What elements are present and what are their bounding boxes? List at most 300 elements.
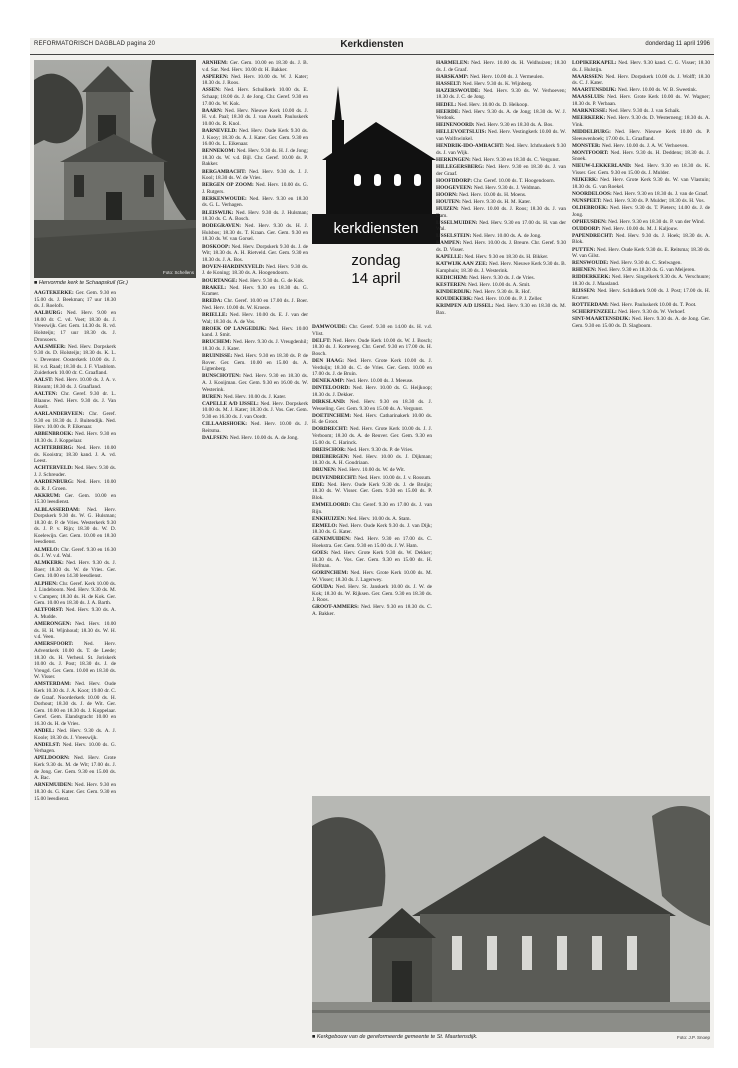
listing-text: Ned. Herv. 9.30 ds. T. Pieters; 14.00 ds. J. de Jong. [572,204,710,218]
listing-text: Ned. Herv. 10.00 ds. J. A. W. Verhoeven. [601,142,689,149]
listing-text: Ned. Herv. 9.30 en 18.30 ds. G. Kater. Ger. Gem. 9.30 en 15.00 leesdienst. [34,782,116,802]
listing-entry [572,219,710,226]
listing-place: NIJKERK: [572,177,598,184]
listing-text: Ned. Herv. 9.30 en 18.30 ds. G. Kramer. [202,284,308,298]
header-publication: REFORMATORISCH DAGBLAD pagina 20 [34,41,156,47]
listing-entry [572,143,710,150]
listing-entry [572,302,710,309]
listing-text: Ned. Herv. 9.30 ds. J. Boer; 18.30 ds. W. de Vries. Ger. Gem. 10.00 en 14.30 leesdienst. [34,560,116,580]
listing-text: Ned. Herv. 9.30 ds. W. Verhoeven; 18.30 ds. J. C. de Jong. [436,87,566,101]
page-header [30,38,714,55]
listing-text: Ned. Herv. Grote Kerk 10.00 ds. M. W. Visser; 18.30 ds. J. Lagerwey. [312,570,432,583]
listing-place: HAZERSWOUDE: [436,87,481,94]
listing-place: ASSEN: [202,87,221,94]
listing-place: HOOGEVEEN: [436,184,473,191]
listing-entry [436,199,566,206]
listing-entry [572,94,710,107]
listing-text: Ned. Herv. 9.30 ds. W. Verhoef. [618,308,686,315]
listing-text: Ned. Herv. 9.00 en 18.00 dr. C. vd. Voet; 18.30 ds. J. Vreeswijk. Ger. Gem. 14.30 ds. R. vd. Holsteijn; 17 uur 18.30 ds. J. Dronsoers. [34,310,116,343]
listing-text: Ned. Herv. 9.30 ds. H. Deddens; 18.30 ds. J. Snoek. [572,149,710,163]
listing-text: Chr. Geref. 9.30 dr. L. Blaauw. Ned. Herv. 9.30 ds. J. Van Asselt. [34,390,116,411]
listing-text: Ger. Gem. 10.00 en 15.30 leesdienst. [34,492,116,506]
listing-place: DOETINCHEM: [312,412,352,419]
listing-entry [312,399,432,412]
listing-text: Ned. Herv. Ichthuskerk 9.30 ds. J. van Wijk. [436,143,566,156]
listing-entry [202,196,308,209]
listing-entry [572,191,710,198]
listing-place: HOORN: [436,191,458,198]
listing-place: EMMELOORD: [312,501,351,508]
listing-text: Ned. Herv. 9.30 en 17.00 ds. H. van der Wal. [436,219,566,233]
listing-entry [34,547,116,560]
listing-place: AKKRUM: [34,492,61,499]
listing-place: DREISCHOR: [312,446,346,453]
listing-place: ARNEMUIDEN: [34,782,73,789]
listing-text: Ned. Herv. 9.30 en 18.30 ds. A. Bos. [475,122,554,129]
listing-entry [34,445,116,465]
listing-entry [202,421,308,434]
listing-place: KINDERDIJK: [436,289,472,296]
listing-entry [436,81,566,88]
listing-entry [572,260,710,267]
listing-column-1 [34,290,116,1042]
listing-place: RHENEN: [572,267,597,274]
listing-entry [202,244,308,264]
listing-place: BERKENWOUDE: [202,195,247,202]
listing-place: ANDEL: [34,728,55,735]
listing-place: KESTEREN: [436,282,467,288]
listing-entry [202,278,308,285]
listing-entry [436,164,566,177]
listing-text: Ned. Herv. 10.00 ds. J. Vermeulen. [470,73,544,80]
listing-entry [572,316,710,329]
listing-text: Ned. Herv. 10.00 ds. J. Reitsma. [202,420,308,434]
listing-place: AMERSFOORT: [34,641,74,648]
listing-entry [572,115,710,128]
listing-entry [312,447,432,454]
listing-entry [312,324,432,337]
listing-text: Ned. Herv. 9.30 ds. D. Westerneng; 18.30 ds. A. Vink. [572,115,710,128]
listing-place: KATWIJK AAN ZEE: [436,261,488,268]
listing-entry [312,413,432,426]
listing-place: IJSSELMUIDEN: [436,219,478,226]
listing-entry [572,309,710,316]
listing-place: HELLEVOETSLUIS: [436,129,487,136]
listing-place: KOUDEKERK: [436,296,473,303]
listing-entry [572,163,710,176]
listing-text: Ned. Herv. Dorpskerk 9.30 ds. J. de Wit; 18.30 ds. A. H. Rietveld. Ger. Gem. 9.30 en 18.30 ds. J. A. Bos. [202,243,308,263]
listing-place: MAARTENSDIJK: [572,87,617,94]
listing-place: BRAKEL: [202,284,227,291]
listing-place: BARNEVELD: [202,127,238,134]
listing-place: GROOT-AMMERS: [312,604,359,611]
listing-place: HEDEL: [436,101,457,108]
listing-entry [34,377,116,390]
header-section-title: Kerkdiensten [340,39,404,50]
listing-entry [34,344,116,377]
listing-place: AMSTERDAM: [34,681,72,688]
listing-text: Ned. Herv. Dorpskerk 10.00 ds. J. Wolff; 18.30 ds. C. J. Kater. [572,73,710,87]
listing-entry [202,312,308,325]
listing-place: BRUINISSE: [202,353,233,360]
listing-place: GORINCHEM: [312,570,349,577]
listing-place: HOOFDDORP: [436,177,473,184]
listing-text: Ned. Herv. Grote Kerk 9.30 ds. W. Dekker; 18.30 ds. A. Vos. Ger. Gem. 9.30 en 15.00 ds. H. Hofman. [312,550,432,570]
listing-entry [436,129,566,142]
listing-text: Ned. Herv. Oude Kerk 9.30 ds. J. Kooy; 18.30 ds. A. J. Kater. Ger. Gem. 9.30 en 16.00 ds. L. Eikenaar. [202,127,308,148]
listing-place: AALST: [34,377,54,384]
listing-text: Ned. Herv. Oude Kerk 9.30 ds. J. de Bruijn; 18.30 ds. W. Visser. Ger. Gem. 9.30 en 15.00 ds. P. Blok. [312,481,432,501]
listing-text: Ned. Herv. 9.30 en 17.00 ds. C. Hoekstra. Ger. Gem. 9.30 en 15.00 ds. J. W. Ham. [312,536,432,549]
header-date: donderdag 11 april 1996 [645,41,710,47]
listing-text: Ned. Herv. Schuilkerk 10.00 ds. E. Schaap; 18.00 ds. J. de Jong. Chr. Geref. 9.30 en 17.00 ds. W. Kok. [202,87,308,107]
listing-place: BREDA: [202,298,223,305]
listing-entry [34,431,116,444]
listing-entry [572,150,710,163]
listing-text: Ned. Herv. 10.00 ds. J. Kater. [223,393,287,400]
listing-place: SINT-MAARTENSDIJK: [572,315,631,322]
listing-place: NUNSPEET: [572,197,602,204]
listing-entry [436,233,566,240]
listing-entry [436,109,566,122]
bottom-photo-credit: Foto: J.P. Snoep [677,1035,710,1040]
listing-place: DELFT: [312,337,332,344]
listing-text: Ned. Herv. 10.00 ds. A. de Jong. [472,233,542,240]
listing-place: ALTFORST: [34,607,64,614]
listing-entry [34,493,116,506]
listing-column-5 [572,60,710,790]
listing-text: Ned. Herv. 10.00 ds. M. J. Kaljouw. [601,225,679,232]
listing-place: NOORDELOOS: [572,190,612,197]
listing-text: Ned. Herv. 10.00 ds. J. Roos; 18.30 ds. J. van Dam. [436,205,566,219]
listing-entry [34,755,116,781]
listing-place: CAPELLE A/D IJSSEL: [202,400,259,407]
listing-place: ALBLASSERDAM: [34,506,80,513]
listing-text: Ned. Herv. 10.00 ds. A. Stam. [347,515,411,522]
listing-entry [34,560,116,580]
listing-text: Ned. Herv. 10.00 kand. J. Smit. [202,325,308,339]
listing-place: KAPELLE: [436,254,464,261]
listing-place: HILLEGERSBERG: [436,163,484,170]
listing-place: GOES: [312,550,329,557]
listing-text: Ned. Herv. 9.30 ds. J. J. Kool; 18.30 ds. W. de Vries. [202,168,308,182]
listing-entry [202,326,308,339]
listing-entry [34,621,116,641]
listing-place: EDE: [312,481,325,488]
listing-text: Ned. Herv. 10.00 ds. R. J. Groen. [34,479,116,492]
listing-text: Ned. Herv. 9.30 ds. J. de Vries. [469,274,535,281]
listing-place: MIDDELBURG: [572,128,611,135]
listing-column-2b [118,290,198,1042]
listing-entry [312,584,432,604]
listing-place: BLEISWIJK: [202,209,234,216]
listing-place: ABBENBROEK: [34,431,74,438]
logo-band-title: kerkdiensten [312,214,440,244]
listing-place: AALTEN: [34,390,58,397]
listing-entry [572,177,710,190]
listing-place: PAPENDRECHT: [572,232,614,239]
listing-entry [202,435,308,442]
listing-entry [34,290,116,310]
listing-place: KRIMPEN A/D IJSSEL: [436,303,494,310]
listing-place: BOURTANGE: [202,277,238,284]
listing-place: ENKHUIZEN: [312,515,347,522]
church-photo-graphic [34,60,196,278]
listing-place: DRIEBERGEN: [312,453,350,460]
listing-text: Ned. Herv. 9.30 ds. C. Stelwagen. [609,260,682,267]
listing-place: ERMELO: [312,522,338,529]
listing-text: Ned. Herv. 10.00 ds. J. Breure. Chr. Geref. 9.30 ds. D. Visser. [436,240,566,254]
listing-entry [312,378,432,385]
listing-place: MAARSSEN: [572,73,604,80]
listing-place: DAMWOUDE: [312,324,348,330]
listing-text: Ger. Gem. 10.00 en 18.30 ds. J. B. v.d. Sar. Ned. Herv. 10.00 dr. H. Bakker. [202,60,308,73]
listing-place: DEN HAAG: [312,357,345,364]
listing-text: Ned. Herv. 10.00 ds. Kooistra; 18.30 kand. J. A. vd. Leest. [34,445,116,465]
listing-entry [202,87,308,107]
listing-place: BROEK OP LANGEDIJK: [202,325,267,332]
listing-text: Ned. Herv. Oude Kerk 9.30 ds. E. Reitsma; 18.30 ds. W. van Gilst. [572,246,710,260]
listing-text: Ned. Herv. Grote Kerk 10.00 ds. J. J. Verboom; 18.30 ds. A. de Reuver. Ger. Gem. 9.30 en 15.00 ds. C. Harinck. [312,426,432,446]
listing-place: OPHEUSDEN: [572,218,607,225]
listing-text: Ned. Herv. 9.30 ds. P. Mulder; 18.30 ds. H. Vos. [602,197,705,204]
listing-place: BAARN: [202,107,223,114]
listing-text: Ned. Herv. 9.30 ds. H. M. Kater. [462,198,532,205]
listing-text: Ned. Herv. 9.30 ds. J. J. Schreuder. [34,465,116,479]
listing-entry [202,182,308,195]
listing-place: BODEGRAVEN: [202,223,242,230]
listing-place: AAGTEKERKE: [34,290,74,296]
listing-entry [436,275,566,282]
listing-entry [436,220,566,233]
listing-text: Ned. Herv. 10.00 ds. A. Smit. [467,282,531,288]
listing-entry [436,60,566,73]
listing-column-2 [202,60,308,1042]
photo-church-st-maartensdijk [312,796,710,1032]
listing-entry [312,467,432,474]
listing-text: Ned. Herv. 9.30 ds. J. Hulsman; 18.30 ds. C. A. Bosch. [202,209,308,223]
listing-place: HUIZEN: [436,205,459,212]
listing-entry [34,728,116,741]
listing-place: CILLAARSHOEK: [202,420,248,427]
listing-entry [572,274,710,287]
listing-text: Chr. Geref. 9.30 en 17.00 ds. J. van Rijn. [312,501,432,515]
listing-place: AMERONGEN: [34,621,72,628]
listing-entry [436,122,566,129]
bottom-photo-caption: ■ Kerkgebouw van de gereformeerde gemeente te St. Maartensdijk. [312,1034,478,1040]
listing-place: GENEMUIDEN: [312,536,351,543]
listing-entry [34,479,116,492]
listing-entry [34,465,116,478]
listing-text: Ned. Herv. 10.00 ds. W. B. Sweetink. [617,87,698,94]
listing-place: LOPIKERKAPEL: [572,60,617,66]
listing-entry [312,454,432,467]
listing-place: BOSKOOP: [202,243,230,250]
listing-text: Ned. Herv. Vestingkerk 10.00 ds. W. van Wolfswinkel. [436,129,566,143]
listing-text: Ned. Herv. 9.30 ds. H. J. Hulsbos; 18.30 ds. T. Kraan. Ger. Gem. 9.30 en 18.30 ds. W. van Gorsel. [202,223,308,243]
listing-text: Ned. Herv. 9.30 ds. A. de Jong. Ger. Gem. 9.30 en 15.00 ds. D. Slagboom. [572,315,710,329]
listing-text: Ned. Herv. 9.30 ds. J. Vreugdenhil; 18.30 ds. J. Kater. [202,339,308,352]
listing-place: RIJSSEN: [572,288,596,295]
listing-text: Ned. Herv. 10.00 ds. W. J. Kater; 18.30 ds. J. Roos. [202,73,308,87]
listing-entry [202,108,308,128]
listing-entry [436,289,566,296]
listing-text: Ned. Herv. 9.30 en 18.30 ds. H. Bikker. [464,254,549,261]
listing-place: BRUCHEM: [202,339,232,346]
listing-text: Ger. Gem. 9.30 en 15.00 ds. J. Beekman; 17 uur 18.30 ds. J. Roelofs. [34,290,116,310]
listing-text: Ned. Herv. 9.30 en 18.30 ds. J. van de Graaf. [613,190,709,197]
listing-place: DALFSEN: [202,434,229,441]
listing-entry [202,148,308,168]
listing-place: SCHERPENZEEL: [572,308,617,315]
listing-text: Ned. Herv. Nieuwe Kerk 10.00 ds. P. Sleeuwenhoek; 17.00 ds. L. Graafland. [572,128,710,142]
listing-text: Ned. Herv. 10.00 ds. J. A. v. Rinsum; 18.30 ds. J. Graafland. [34,377,116,390]
listing-text: Ned. Herv. 10.00 ds. H. H. Wijnhoud; 18.30 ds. W. H. v.d. Veen. [34,621,116,641]
listing-entry [572,60,710,73]
listing-entry [202,401,308,421]
listing-text: Ned. Herv. 10.00 ds. D. Heikoop. [457,101,529,108]
listing-place: HASSELT: [436,80,462,87]
listing-entry [436,157,566,164]
listing-text: Ned. Herv. 9.30 en 18.30 ds. P. de Rover. Ger. Gem. 10.00 en 15.00 ds. A. Ligtenberg. [202,353,308,373]
listing-entry [572,267,710,274]
listing-text: Ned. Herv. 9.30 en 18.30 ds. C. Vergunst. [472,156,561,163]
listing-entry [572,205,710,218]
listing-entry [202,223,308,243]
top-photo-caption: ■ Hervormde kerk te Schaapskuil (Gr.) [34,280,128,286]
listing-place: RENSWOUDE: [572,260,609,267]
listing-text: Ned. Herv. 10.00 ds. H. Veldhuizen; 18.30 ds. J. de Graaf. [436,60,566,73]
listing-entry [34,310,116,343]
listing-place: HARMELEN: [436,60,469,66]
listing-entry [436,185,566,192]
listing-text: Ned. Herv. 9.30 en 18.30 ds. G. L. Verhagen. [202,195,308,209]
listing-text: Ned. Herv. 9.30 ds. J. Hoek; 18.30 ds. A. Blok. [572,232,710,246]
listing-text: Ned. Herv. Grote Kerk 9.30 ds. W. van Vlastuin; 18.30 ds. G. van Roekel. [572,177,710,190]
listing-entry [312,475,432,482]
listing-entry [312,338,432,358]
listing-entry [572,129,710,142]
listing-place: AARDENBURG: [34,479,74,486]
listing-place: MONTFOORT: [572,149,609,156]
listing-text: Chr. Geref. 10.00 en 17.00 ds. J. Boer. Ned. Herv. 10.00 ds. W. Kroeze. [202,298,308,311]
listing-place: BRIELLE: [202,311,228,318]
listing-text: Ned. Herv. Oude Kerk 10.00 ds. W. J. Bosch; 18.30 ds. J. Korteweg. Chr. Geref. 9.30 en 17.00 ds. H. Bosch. [312,337,432,357]
listing-place: OUDDORP: [572,225,601,232]
listing-column-3 [312,324,432,790]
listing-entry [34,391,116,411]
listing-place: BERGAMBACHT: [202,168,247,175]
listing-place: MONSTER: [572,142,601,149]
listing-entry [202,373,308,393]
listing-place: AALSMEER: [34,343,66,350]
listing-place: IJSSELSTEIN: [436,233,472,240]
listing-entry [202,210,308,223]
listing-entry [34,411,116,431]
listing-place: AALBURG: [34,310,63,317]
listing-entry [312,570,432,583]
logo-date: 14 april [351,270,401,287]
listing-entry [436,206,566,219]
listing-entry [312,385,432,398]
listing-text: Chr. Geref. 9.30 en 14.00 ds. H. v.d. Vlist. [312,324,432,337]
listing-entry [202,74,308,87]
listing-text: Ned. Herv. Singelkerk 9.30 ds. A. Verschuure; 18.30 ds. J. Maasland. [572,274,710,287]
listing-text: Ned. Herv. 10.00 ds. G. J. Rutgers. [202,182,308,195]
listing-entry [34,641,116,681]
listing-entry [436,282,566,289]
listing-entry [572,87,710,94]
listing-place: KEDICHEM: [436,274,468,281]
listing-text: Ned. Herv. Grote Kerk 10.00 ds. W. Wagner; 18.30 ds. P. Verbaan. [572,94,710,108]
listing-entry [34,782,116,802]
listing-text: Ned. Herv. 9.30 en 18.30 ds. K. Visser. Ger. Gem. 9.30 en 15.00 ds. J. Mulder. [572,163,710,176]
listing-entry [34,581,116,607]
listing-entry [202,353,308,373]
listing-text: Ned. Herv. 9.30 kand. C. G. Visser; 18.30 ds. J. Hulstijn. [572,60,710,73]
listing-entry [436,296,566,303]
listing-entry [572,198,710,205]
listing-text: Ned. Herv. 9.30 en 18.30 ds. M. Bax. [436,303,566,316]
listing-entry [202,169,308,182]
logo-day: zondag [351,252,401,269]
listing-entry [312,550,432,570]
listing-text: Ned. Herv. Grote Kerk 10.00 ds. J. Verduijn; 18.30 ds. C. de Vries. Ger. Gem. 10.00 en 17.00 ds. J. de Bruin. [312,357,432,378]
listing-place: DUIVENDRECHT: [312,474,357,481]
listing-entry [572,233,710,246]
top-photo-credit: Foto: Schellens [162,270,194,275]
listing-text: Ned. Herv. 10.00 ds. J. v. Rossum. [358,474,432,481]
listing-place: HENDRIK-IDO-AMBACHT: [436,143,504,150]
listing-place: HEINENOORD: [436,122,475,129]
listing-entry [436,240,566,253]
listing-entry [312,536,432,549]
listing-text: Ned. Herv. 10.00 ds. G. Heijkoop; 18.30 ds. J. Dekker. [312,385,432,398]
listing-text: Ned. Herv. Catharinakerk 10.00 ds. H. de Groot. [312,412,432,426]
listing-place: MARKNESSE: [572,108,608,115]
listing-place: HARSKAMP: [436,73,469,80]
listing-text: Ned. Herv. Dorpskerk 9.30 ds. D. Holsteijn; 18.30 ds. K. L. v. Deventer. Oosterkerk 10.00 ds. J. H. v.d. Raad; 18.30 ds. J. F. Vlasblom. Zuiderkerk 10.00 dr. C. Graafland. [34,343,116,377]
listing-text: Chr. Geref. 10.00 ds. T. Hoogendoorn. [473,177,555,184]
listing-text: Ned. Herv. 10.00 ds. J. Meeuse. [346,378,414,385]
listing-entry [572,74,710,87]
listing-place: BOVEN-HARDINXVELD: [202,263,265,270]
listing-text: Ned. Herv. 9.30 ds. R. Hof. [472,289,531,296]
listing-text: Ned. Herv. Adventkerk 10.00 ds. T. de Leede; 18.30 ds. H. Verheul. St. Joriskerk 10.00 ds. J. Post; 18.30 ds. J. de Vreugd. Ger. Gem. 10.00 en 18.30 ds. W. Visser. [34,641,116,681]
listing-text: Ned. Herv. Grote Kerk 9.30 ds. M. de Wit; 17.00 ds. J. de Jong. Ger. Gem. 9.30 en 15.00 ds. A. Bac. [34,755,116,782]
listing-entry [202,285,308,298]
listing-entry [572,247,710,260]
listing-text: Ned. Herv. 10.00 ds. E. J. van der Wal; 18.30 ds. A. de Vos. [202,311,308,325]
listing-entry [572,108,710,115]
listing-place: ALMKERK: [34,560,64,567]
listing-text: Chr. Geref. Kerk 10.00 ds. J. Lindeboom. Ned. Herv. 9.30 ds. M. v. Campen; 18.30 ds. H. de Kok. Ger. Gem. 10.00 en 18.30 ds. J. A. Barth. [34,580,116,607]
listing-text: Ned. Herv. 9.30 en 18.30 ds. A. J. Kooijman. Ger. Gem. 9.30 en 16.00 ds. W. Westerink. [202,373,308,393]
listing-place: AARLANDERVEEN: [34,411,85,418]
listing-text: Ned. Herv. 9.30 ds. A. J. Koole; 18.30 ds. J. Vreeswijk. [34,728,116,741]
listing-entry [312,426,432,446]
listing-place: ROTTERDAM: [572,301,609,308]
listing-place: DENEKAMP: [312,378,345,385]
listing-place: BENNEKOM: [202,148,236,155]
listing-text: Ned. Herv. Nieuwe Kerk 10.00 ds. J. H. v.d. Paal; 18.30 ds. J. van Asselt. Pauluskerk 10.00 ds. R. Knol. [202,107,308,127]
listing-entry [312,523,432,536]
listing-text: Ned. Herv. 9.30 ds. J. Veldman. [473,184,541,191]
listing-entry [436,178,566,185]
listing-entry [436,102,566,109]
listing-place: GOUDA: [312,584,334,591]
listing-place: ALMELO: [34,546,60,553]
